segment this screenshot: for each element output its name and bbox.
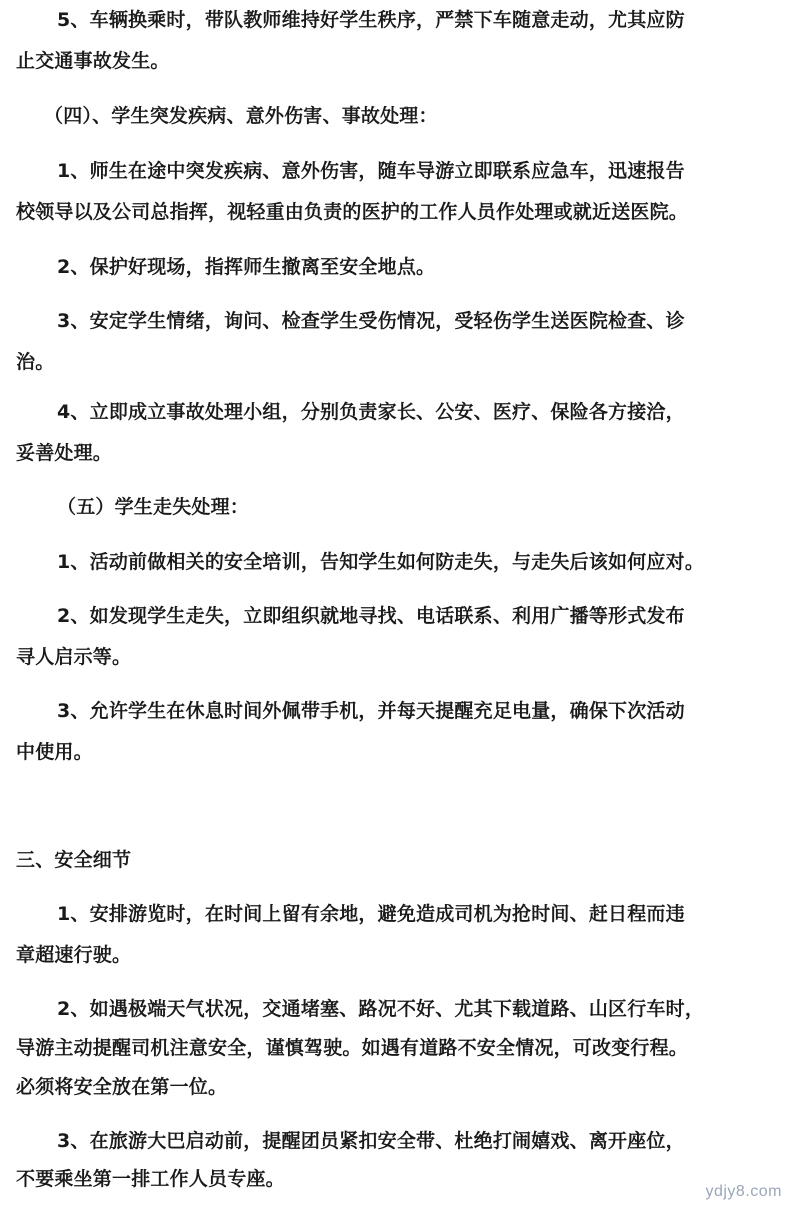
paragraph-line: 章超速行驶。 [16, 944, 132, 966]
section-heading: （四）、学生突发疾病、意外伤害、事故处理： [44, 105, 438, 127]
paragraph-line: 不要乘坐第一排工作人员专座。 [16, 1168, 285, 1190]
paragraph-line: 妥善处理。 [16, 442, 113, 464]
paragraph-line: 治。 [16, 351, 55, 373]
paragraph-line: 3、允许学生在休息时间外佩带手机，并每天提醒充足电量，确保下次活动 [57, 700, 685, 722]
paragraph-line: 5、车辆换乘时，带队教师维持好学生秩序，严禁下车随意走动，尤其应防 [57, 9, 685, 31]
paragraph-line: 1、师生在途中突发疾病、意外伤害，随车导游立即联系应急车，迅速报告 [57, 160, 685, 182]
paragraph-line: 止交通事故发生。 [16, 50, 170, 72]
section-heading: （五）学生走失处理： [57, 496, 250, 518]
paragraph-line: 导游主动提醒司机注意安全，谨慎驾驶。如遇有道路不安全情况，可改变行程。 [16, 1037, 689, 1059]
paragraph-line: 3、安定学生情绪，询问、检查学生受伤情况，受轻伤学生送医院检查、诊 [57, 310, 685, 332]
paragraph-line: 2、如发现学生走失，立即组织就地寻找、电话联系、利用广播等形式发布 [57, 605, 685, 627]
paragraph-line: 中使用。 [16, 741, 93, 763]
paragraph-line: 2、如遇极端天气状况，交通堵塞、路况不好、尤其下载道路、山区行车时， [57, 998, 705, 1020]
paragraph-line: 4、立即成立事故处理小组，分别负责家长、公安、医疗、保险各方接洽， [57, 401, 685, 423]
watermark: ydjy8.com [705, 1183, 782, 1200]
paragraph-line: 2、保护好现场，指挥师生撤离至安全地点。 [57, 256, 436, 278]
paragraph-line: 3、在旅游大巴启动前，提醒团员紧扣安全带、杜绝打闹嬉戏、离开座位， [57, 1130, 685, 1152]
paragraph-line: 必须将安全放在第一位。 [16, 1076, 228, 1098]
paragraph-line: 1、活动前做相关的安全培训，告知学生如何防走失，与走失后该如何应对。 [57, 551, 705, 573]
chapter-heading: 三、安全细节 [16, 849, 132, 871]
paragraph-line: 校领导以及公司总指挥，视轻重由负责的医护的工作人员作处理或就近送医院。 [16, 201, 689, 223]
paragraph-line: 1、安排游览时，在时间上留有余地，避免造成司机为抢时间、赶日程而违 [57, 903, 685, 925]
paragraph-line: 寻人启示等。 [16, 646, 132, 668]
